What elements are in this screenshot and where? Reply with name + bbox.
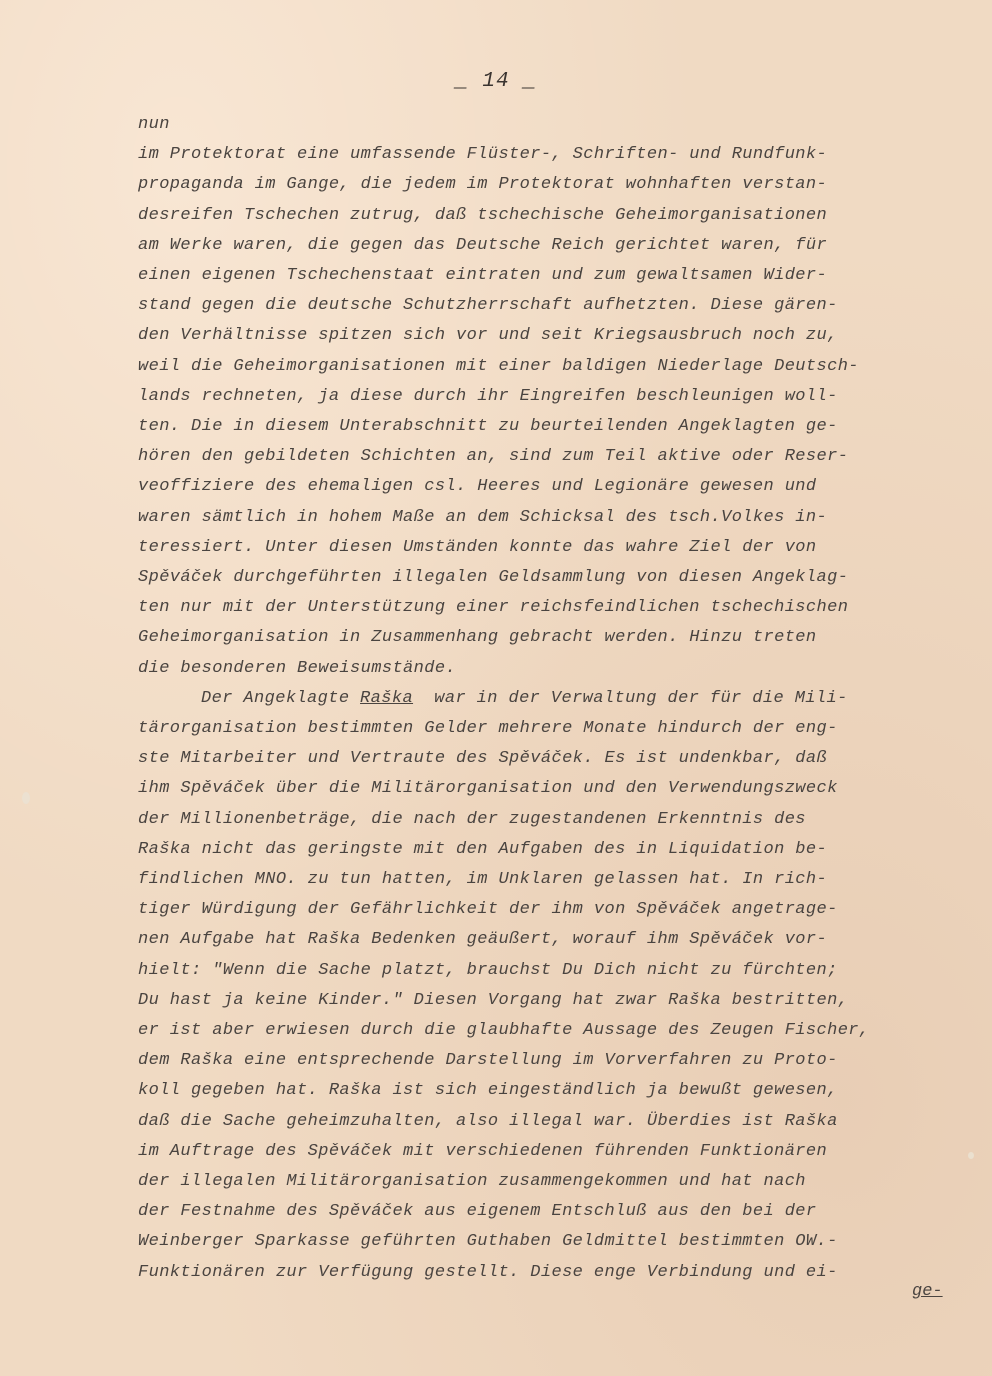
text-line: einen eigenen Tschechenstaat eintraten und zum gewaltsamen Wider- <box>138 266 828 285</box>
text-segment: war in der Verwaltung der für die Mili- <box>413 688 848 708</box>
catchword: ge- <box>912 1282 943 1301</box>
text-line: er ist aber erwiesen durch die glaubhafte Aussage des Zeugen Fischer, <box>138 1021 870 1040</box>
paper-speck <box>968 1152 974 1159</box>
text-line: Weinberger Sparkasse geführten Guthaben Geldmittel bestimmten OW.- <box>138 1232 838 1252</box>
text-line: veoffiziere des ehemaligen csl. Heeres und Legionäre gewesen und <box>138 477 817 497</box>
text-line: Du hast ja keine Kinder." Diesen Vorgang hat zwar Raška bestritten, <box>138 990 849 1010</box>
text-line: tiger Würdigung der Gefährlichkeit der ihm von Spěváček angetrage- <box>138 900 838 920</box>
text-line: Funktionären zur Verfügung gestellt. Diese enge Verbindung und ei- <box>138 1262 838 1282</box>
text-line: der Festnahme des Spěváček aus eigenem Entschluß aus den bei der <box>138 1202 817 1222</box>
text-line: Spěváček durchgeführten illegalen Geldsammlung von diesen Angeklag- <box>138 568 849 587</box>
text-line: ihm Spěváček über die Militärorganisation und den Verwendungszweck <box>138 779 838 799</box>
text-line: ten nur mit der Unterstützung einer reichsfeindlichen tschechischen <box>138 598 849 618</box>
text-line: daß die Sache geheimzuhalten, also illegal war. Überdies ist Raška <box>138 1111 838 1131</box>
text-line: tärorganisation bestimmten Gelder mehrere Monate hindurch der eng- <box>138 719 838 738</box>
text-line: im Auftrage des Spěváček mit verschiedenen führenden Funktionären <box>138 1141 828 1161</box>
underlined-name: Raška <box>360 688 414 708</box>
text-line: der Millionenbeträge, die nach der zugestandenen Erkenntnis des <box>138 809 806 829</box>
text-line: ste Mitarbeiter und Vertraute des Spěváček. Es ist undenkbar, daß <box>138 749 828 769</box>
text-line: hielt: "Wenn die Sache platzt, brauchst Du Dich nicht zu fürchten; <box>138 960 838 980</box>
page-number: _ 14 _ <box>455 70 537 93</box>
text-line: propaganda im Gange, die jedem im Protektorat wohnhaften verstan- <box>138 175 828 195</box>
text-line: Raška nicht das geringste mit den Aufgaben des in Liquidation be- <box>138 839 828 859</box>
text-line: teressiert. Unter diesen Umständen konnte das wahre Ziel der von <box>138 537 817 557</box>
text-line: am Werke waren, die gegen das Deutsche Reich gerichtet waren, für <box>138 235 828 255</box>
text-line: Geheimorganisation in Zusammenhang gebracht werden. Hinzu treten <box>138 628 817 648</box>
text-line: die besonderen Beweisumstände. <box>138 658 457 678</box>
text-line: im Protektorat eine umfassende Flüster-, Schriften- und Rundfunk- <box>138 145 828 165</box>
text-line: findlichen MNO. zu tun hatten, im Unklaren gelassen hat. In rich- <box>138 870 828 889</box>
text-line: nen Aufgabe hat Raška Bedenken geäußert, worauf ihm Spěváček vor- <box>138 930 828 950</box>
text-line: hören den gebildeten Schichten an, sind zum Teil aktive oder Reser- <box>138 447 849 467</box>
text-line: stand gegen die deutsche Schutzherrschaft aufhetzten. Diese gären- <box>138 296 838 316</box>
text-line <box>201 684 848 714</box>
text-line: desreifen Tschechen zutrug, daß tschechische Geheimorganisationen <box>138 205 828 225</box>
text-line: ten. Die in diesem Unterabschnitt zu beurteilenden Angeklagten ge- <box>138 417 838 436</box>
text-line: den Verhältnisse spitzen sich vor und seit Kriegsausbruch noch zu, <box>138 326 838 346</box>
paper-speck <box>22 792 30 804</box>
text-line: waren sämtlich in hohem Maße an dem Schicksal des tsch.Volkes in- <box>138 507 828 527</box>
text-line: lands rechneten, ja diese durch ihr Eingreifen beschleunigen woll- <box>138 386 838 406</box>
text-line: dem Raška eine entsprechende Darstellung im Vorverfahren zu Proto- <box>138 1051 838 1071</box>
text-segment: Der Angeklagte <box>201 688 361 708</box>
text-line: der illegalen Militärorganisation zusammengekommen und hat nach <box>138 1172 806 1191</box>
text-line: weil die Geheimorganisationen mit einer baldigen Niederlage Deutsch- <box>138 356 859 376</box>
text-line: nun <box>138 115 170 134</box>
text-line: koll gegeben hat. Raška ist sich eingeständlich ja bewußt gewesen, <box>138 1081 838 1101</box>
